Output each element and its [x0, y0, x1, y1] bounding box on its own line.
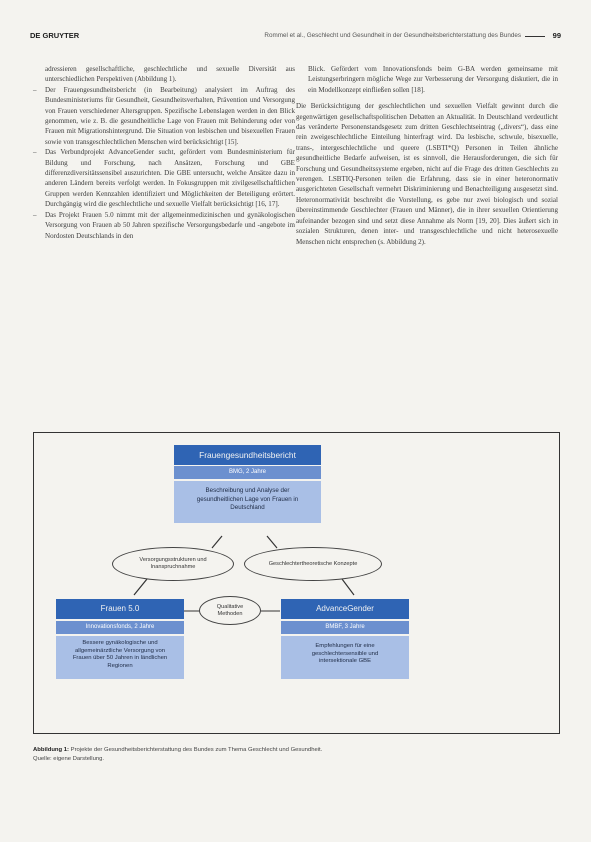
figure-1	[33, 432, 560, 734]
advancegender-funding: BMBF, 3 Jahre	[281, 621, 409, 634]
frauen-50-title: Frauen 5.0	[56, 599, 184, 619]
frauengesundheitsbericht-funding: BMG, 2 Jahre	[174, 466, 321, 479]
oval-versorgungsstrukturen: Versorgungsstrukturen und Inanspruchnahme	[112, 547, 234, 581]
advancegender-title: AdvanceGender	[281, 599, 409, 619]
figure-caption	[33, 746, 558, 764]
page-header	[30, 30, 561, 44]
frauen-50-description: Bessere gynäkologische und allgemeinärztliche Versorgung von Frauen über 50 Jahren in ländlichen Regionen	[56, 636, 184, 679]
frauengesundheitsbericht-description: Beschreibung und Analyse der gesundheitlichen Lage von Frauen in Deutschland	[174, 481, 321, 523]
frauen-50-funding: Innovationsfonds, 2 Jahre	[56, 621, 184, 634]
header-rule	[525, 36, 545, 37]
paragraph: Blick. Gefördert vom Innovationsfonds beim G-BA werden gemeinsame mit Leistungserbringern mögliche Wege zur Verbesserung der Versorgung diskutiert, die in ein Modellkonzept einfließen sollen [18].	[308, 65, 558, 94]
right-column	[296, 64, 558, 247]
publisher-name: DE GRUYTER	[30, 31, 80, 40]
frauengesundheitsbericht-title: Frauengesundheitsbericht	[174, 445, 321, 465]
oval-qualitative-methoden: Qualitative Methoden	[199, 596, 261, 625]
bullet-item: – Der Frauengesundheitsbericht (in Bearbeitung) analysiert im Auftrag des Bundesministeriums für Gesundheit, Gesundheitsverhalten, Prävention und Versorgung von Frauen verschiedener Altersgruppen. Spezifische Lebenslagen werden in den Blick genommen, wie z. B. die gesundheitliche Lage von Frauen mit Behinderung oder von Frauen mit Migrationshintergrund. Die Situation von lesbischen und bisexuellen Frauen sowie von transgeschlechtlichen Menschen wird berücksichtigt [15].	[33, 85, 295, 147]
caption-label: Abbildung 1:	[33, 747, 69, 753]
bullet-item: – Das Verbundprojekt AdvanceGender sucht, gefördert vom Bundesministerium für Bildung und Forschung, nach Ansätzen, Forschung und GBE differenzdiversitätssensibel auszurichten. Die GBE untersucht, welche Ansätze dazu in anderen Ländern bereits verfolgt werden. In Fokusgruppen mit zivilgesellschaftlichen Gruppen werden Kennzahlen identifiziert und Möglichkeiten der Beteiligung erörtert. Durchgängig wird die geschlechtliche und sexuelle Vielfalt berücksichtigt [16, 17].	[33, 147, 295, 209]
oval-geschlechtertheoretische-konzepte: Geschlechtertheoretische Konzepte	[244, 547, 382, 581]
page-number: 99	[552, 31, 561, 40]
paragraph: Die Berücksichtigung der geschlechtlichen und sexuellen Vielfalt gewinnt durch die gegenwärtigen gesellschaftspolitischen Debatten an Aktualität. In Deutschland verdeutlicht das veränderte Personenstandsgesetz zum dritten Geschlechtseintrag („divers“), dass eine rein zweigeschlechtliche Einteilung hinterfragt wird. Da lesbische, schwule, bisexuelle, trans-, intergeschlechtliche und queere (LSBTI*Q) Personen in Teilen ähnliche gesundheitliche Bedarfe aufweisen, ist es sinnvoll, die Herausforderungen, die sich für Forschung und Gesundheitssysteme ergeben, nicht auf die Frage des dritten Geschlechts zu verengen. LSBTIQ-Personen teilen die Erfahrung, dass sie in einer heteronormativ ausgerichteten Gesellschaft vermehrt Diskriminierung und Benachteiligung ausgesetzt sind. Heteronormativität beschreibt die Vorstellung, es gebe nur zwei biologisch und sozial übereinstimmende Geschlechter (Frauen und Männer), die in ihrer sexuellen Orientierung aufeinander bezogen sind und setzt diese Annahme als Norm [19, 20]. Dies äußert sich in sozialen Strukturen, denen inter- und transgeschlechtliche und nicht heterosexuelle Menschen nicht entsprechen (s. Abbildung 2).	[296, 102, 558, 246]
advancegender-description: Empfehlungen für eine geschlechtersensible und intersektionale GBE	[281, 636, 409, 679]
left-column	[33, 64, 295, 241]
running-title: Rommel et al., Geschlecht und Gesundheit in der Gesundheitsberichterstattung des Bundes	[264, 32, 521, 39]
caption-text: Projekte der Gesundheitsberichterstattung des Bundes zum Thema Geschlecht und Gesundheit.	[69, 747, 323, 753]
caption-source: Quelle: eigene Darstellung.	[33, 756, 105, 762]
bullet-item: – Das Projekt Frauen 5.0 nimmt mit der allgemeinmedizinischen und gynäkologischen Versorgung von Frauen ab 50 Jahren spezifische Versorgungsbedarfe und -angebote im Nordosten Deutschlands in den	[33, 210, 295, 241]
paragraph: adressieren gesellschaftliche, geschlechtliche und sexuelle Diversität aus unterschiedlichen Perspektiven (Abbildung 1).	[45, 65, 295, 84]
